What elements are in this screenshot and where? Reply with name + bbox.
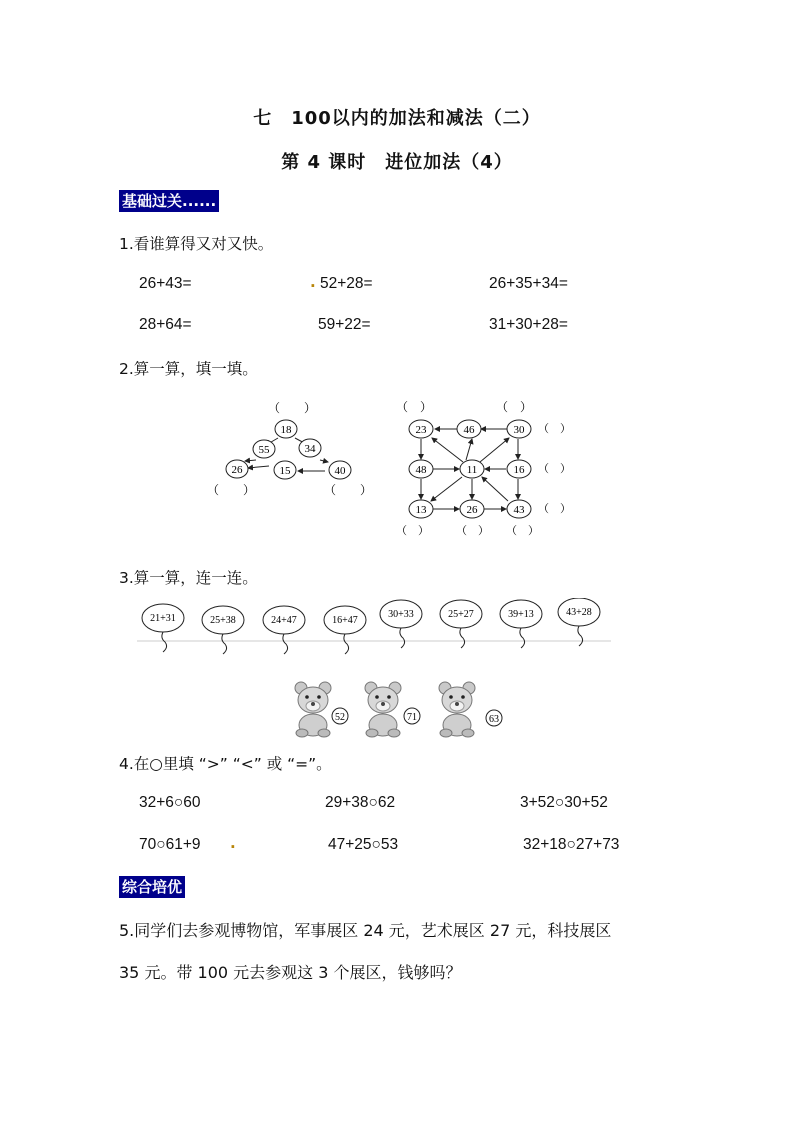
section-basic [119,190,219,212]
stray-mark: . [310,273,316,291]
question-1-prompt: 1.看谁算得又对又快。 [119,235,274,253]
answer-blank: （ ） [268,401,317,415]
bear-number: 63 [489,714,499,725]
answer-blank: （ ） [396,525,429,537]
answer-blank: （ ） [456,525,489,537]
balloon-row [135,598,615,660]
question-3-prompt: 3.算一算，连一连。 [119,569,258,587]
comparison: 32+18○27+73 [523,836,620,853]
section-advanced-label: 综合培优 [122,878,183,896]
number-diagrams [200,395,580,540]
answer-blank: （ ） [396,400,433,414]
bear-number: 52 [335,712,345,723]
balloon-label: 25+38 [210,615,236,626]
page-title: 七 100以内的加法和减法（二） [253,108,541,129]
node-value: 11 [466,464,478,476]
node-value: 18 [280,424,292,436]
node-value: 13 [415,504,427,516]
bear [295,682,348,737]
equation: 52+28= [320,275,373,292]
triangle-diagram [207,401,372,497]
balloon-label: 25+27 [448,609,474,620]
node-value: 26 [231,464,243,476]
node-value: 40 [334,465,346,477]
comparison: 70○61+9 [139,836,201,853]
bear [439,682,502,737]
node-value: 26 [466,504,478,516]
comparison: 3+52○30+52 [520,794,608,811]
node-value: 55 [258,444,270,456]
node-value: 16 [513,464,525,476]
bear-row [290,680,510,738]
answer-blank: （ ） [538,423,571,435]
comparison: 29+38○62 [325,794,396,811]
answer-blank: （ ） [496,400,533,414]
question-5-line-1: 5.同学们去参观博物馆，军事展区 24 元，艺术展区 27 元，科技展区 [119,921,612,940]
section-basic-label: 基础过关 [122,192,183,210]
equation: 59+22= [318,316,371,333]
balloon-label: 30+33 [388,609,414,620]
answer-blank: （ ） [324,483,373,497]
node-value: 48 [415,464,427,476]
section-basic-dots: ...... [182,192,217,210]
balloon-label: 24+47 [271,615,297,626]
equation: 31+30+28= [489,316,568,333]
section-advanced [119,876,185,898]
node-value: 23 [415,424,427,436]
bear-number: 71 [407,712,417,723]
balloon-label: 16+47 [332,615,358,626]
answer-blank: （ ） [506,525,539,537]
comparison: 47+25○53 [328,836,399,853]
node-value: 30 [513,424,525,436]
lesson-subtitle: 第 4 课时 进位加法（4） [281,152,513,173]
stray-mark: . [230,834,236,852]
bear [365,682,420,737]
answer-blank: （ ） [207,483,256,497]
balloon-label: 43+28 [566,607,592,618]
equation: 28+64= [139,316,192,333]
balloon-label: 21+31 [150,613,176,624]
equation: 26+43= [139,275,192,292]
comparison: 32+6○60 [139,794,201,811]
node-value: 34 [304,443,316,455]
question-4-prompt: 4.在○里填 “>” “<” 或 “=”。 [119,755,332,773]
question-2-prompt: 2.算一算，填一填。 [119,360,258,378]
node-value: 15 [279,465,291,477]
balloon-label: 39+13 [508,609,534,620]
answer-blank: （ ） [538,463,571,475]
grid-diagram [396,400,571,537]
answer-blank: （ ） [538,503,571,515]
question-5-line-2: 35 元。带 100 元去参观这 3 个展区，钱够吗？ [119,963,462,982]
node-value: 46 [463,424,475,436]
node-value: 43 [513,504,525,516]
equation: 26+35+34= [489,275,568,292]
